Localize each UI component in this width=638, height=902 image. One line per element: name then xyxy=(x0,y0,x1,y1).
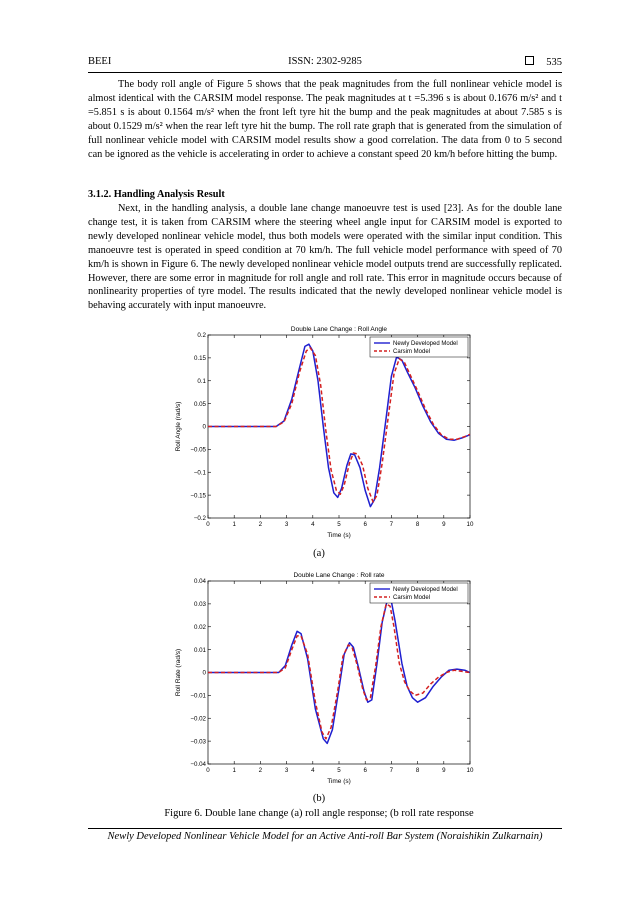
roll-angle-xtick-label: 1 xyxy=(232,521,236,528)
roll-rate-xtick-label: 5 xyxy=(337,767,341,774)
roll-rate-xtick-label: 2 xyxy=(258,767,263,774)
roll-angle-xtick-label: 5 xyxy=(337,521,341,528)
roll-rate-ytick-label: 0.01 xyxy=(193,646,206,654)
roll-rate-ytick-label: −0.02 xyxy=(190,715,206,723)
roll-angle-ytick-label: 0 xyxy=(202,423,206,431)
checkbox-icon xyxy=(525,56,534,65)
roll-rate-xtick-label: 10 xyxy=(466,767,474,774)
subfigure-a-label: (a) xyxy=(313,548,325,559)
roll-rate-ytick-label: 0.03 xyxy=(193,601,206,609)
roll-angle-xtick-label: 10 xyxy=(466,521,474,528)
roll-rate-ytick-label: 0.02 xyxy=(193,623,206,631)
subfigure-b-label: (b) xyxy=(312,793,326,804)
roll-rate-xlabel: Time (s) xyxy=(327,778,351,785)
roll-rate-ytick-label: 0.04 xyxy=(193,578,206,586)
roll-rate-title: Double Lane Change : Roll rate xyxy=(293,572,385,579)
roll-angle-xtick-label: 6 xyxy=(363,521,367,528)
roll-rate-legend-entry: Carsim Model xyxy=(393,595,431,602)
roll-rate-xtick-label: 4 xyxy=(311,767,315,774)
roll-rate-xtick-label: 8 xyxy=(415,767,420,774)
roll-angle-xtick-label: 8 xyxy=(415,521,420,528)
roll-rate-ytick-label: −0.03 xyxy=(190,738,206,746)
roll-angle-ytick-label: 0.05 xyxy=(193,400,206,408)
roll-rate-ytick-label: 0 xyxy=(202,669,206,677)
paragraph-2: Next, in the handling analysis, a double lane change manoeuvre test is used [23]. As for the double lane change test, it is taken from CARSIM where the steering wheel angle input for CARSIM model is exported to newly developed nonlinear vehicle model, thus both models were operated with the similar input condition. This manoeuvre test is operated in speed condition at 70 km/h. The full vehicle model performance with speed of 70 km/h is shown in Figure 6. The newly developed nonlinear vehicle model outputs trend are successfully replicated. However, there are some error in magnitude for roll angle and roll rate. This error in magnitude occurs because of nonlinearity properties of tyre model. The results indicated that the newly developed nonlinear vehicle model is behaving accurately with input manoeuvre. xyxy=(88,203,562,312)
roll-rate-ytick-label: −0.04 xyxy=(190,761,206,769)
section-title: 3.1.2. Handling Analysis Result xyxy=(88,189,225,200)
roll-angle-title: Double Lane Change : Roll Angle xyxy=(290,326,388,333)
figure-caption: Figure 6. Double lane change (a) roll angle response; (b roll rate response xyxy=(164,808,474,819)
roll-rate-xtick-label: 9 xyxy=(442,767,446,774)
roll-rate-xtick-label: 7 xyxy=(389,767,394,774)
paragraph-1: The body roll angle of Figure 5 shows that the peak magnitudes from the full nonlinear vehicle model is almost identical with the CARSIM model response. The peak magnitudes at t =5.396 s is about 0.1676 m/s² and t =5.851 s is about 0.1564 m/s² when the front left tyre hit the bump and the peak magnitudes at about 7.585 s is about 0.1529 m/s² when the rear left tyre hit the bump. The roll rate graph that is generated from the simulation of full nonlinear vehicle model with CARSIM model results show a good correlation. The data from 0 to 5 second can be ignored as the vehicle is accelerating in order to achieve a constant speed 20 km/h before hitting the bump. xyxy=(88,79,562,160)
roll-angle-ytick-label: −0.15 xyxy=(190,492,206,500)
paragraph-1-block xyxy=(88,78,562,161)
page-header xyxy=(88,56,562,73)
journal-name: BEEI xyxy=(88,56,112,67)
paragraph-2-block xyxy=(88,202,562,313)
roll-angle-chart xyxy=(170,322,480,540)
roll-rate-xtick-label: 6 xyxy=(363,767,367,774)
roll-angle-xlabel: Time (s) xyxy=(327,532,351,539)
roll-rate-legend-entry: Newly Developed Model xyxy=(393,587,458,594)
page-number: 535 xyxy=(546,57,562,68)
roll-angle-xtick-label: 2 xyxy=(258,521,263,528)
roll-rate-xtick-label: 0 xyxy=(206,767,210,774)
roll-rate-ytick-label: −0.01 xyxy=(190,692,206,700)
roll-angle-xtick-label: 7 xyxy=(389,521,394,528)
roll-angle-xtick-label: 9 xyxy=(442,521,446,528)
page-footer: Newly Developed Nonlinear Vehicle Model for an Active Anti-roll Bar System (Noraishikin Zulkarnain) xyxy=(88,828,562,842)
roll-angle-ytick-label: 0.2 xyxy=(197,332,206,340)
roll-angle-xtick-label: 4 xyxy=(311,521,315,528)
page-number-block xyxy=(525,56,562,68)
roll-angle-ytick-label: −0.2 xyxy=(193,515,206,523)
roll-rate-chart xyxy=(170,568,480,786)
roll-angle-ytick-label: 0.1 xyxy=(197,377,206,385)
issn: ISSN: 2302-9285 xyxy=(288,56,362,67)
roll-angle-ylabel: Roll Angle (rad/s) xyxy=(175,401,182,452)
roll-angle-ytick-label: 0.15 xyxy=(193,355,206,363)
roll-angle-xtick-label: 0 xyxy=(206,521,210,528)
roll-rate-xtick-label: 3 xyxy=(284,767,289,774)
roll-angle-ytick-label: −0.1 xyxy=(193,469,206,477)
roll-angle-legend-entry: Carsim Model xyxy=(393,349,431,356)
roll-angle-ytick-label: −0.05 xyxy=(190,446,206,454)
roll-rate-xtick-label: 1 xyxy=(232,767,236,774)
roll-rate-ylabel: Roll Rate (rad/s) xyxy=(175,648,182,697)
roll-angle-legend-entry: Newly Developed Model xyxy=(393,341,458,348)
roll-angle-xtick-label: 3 xyxy=(284,521,289,528)
